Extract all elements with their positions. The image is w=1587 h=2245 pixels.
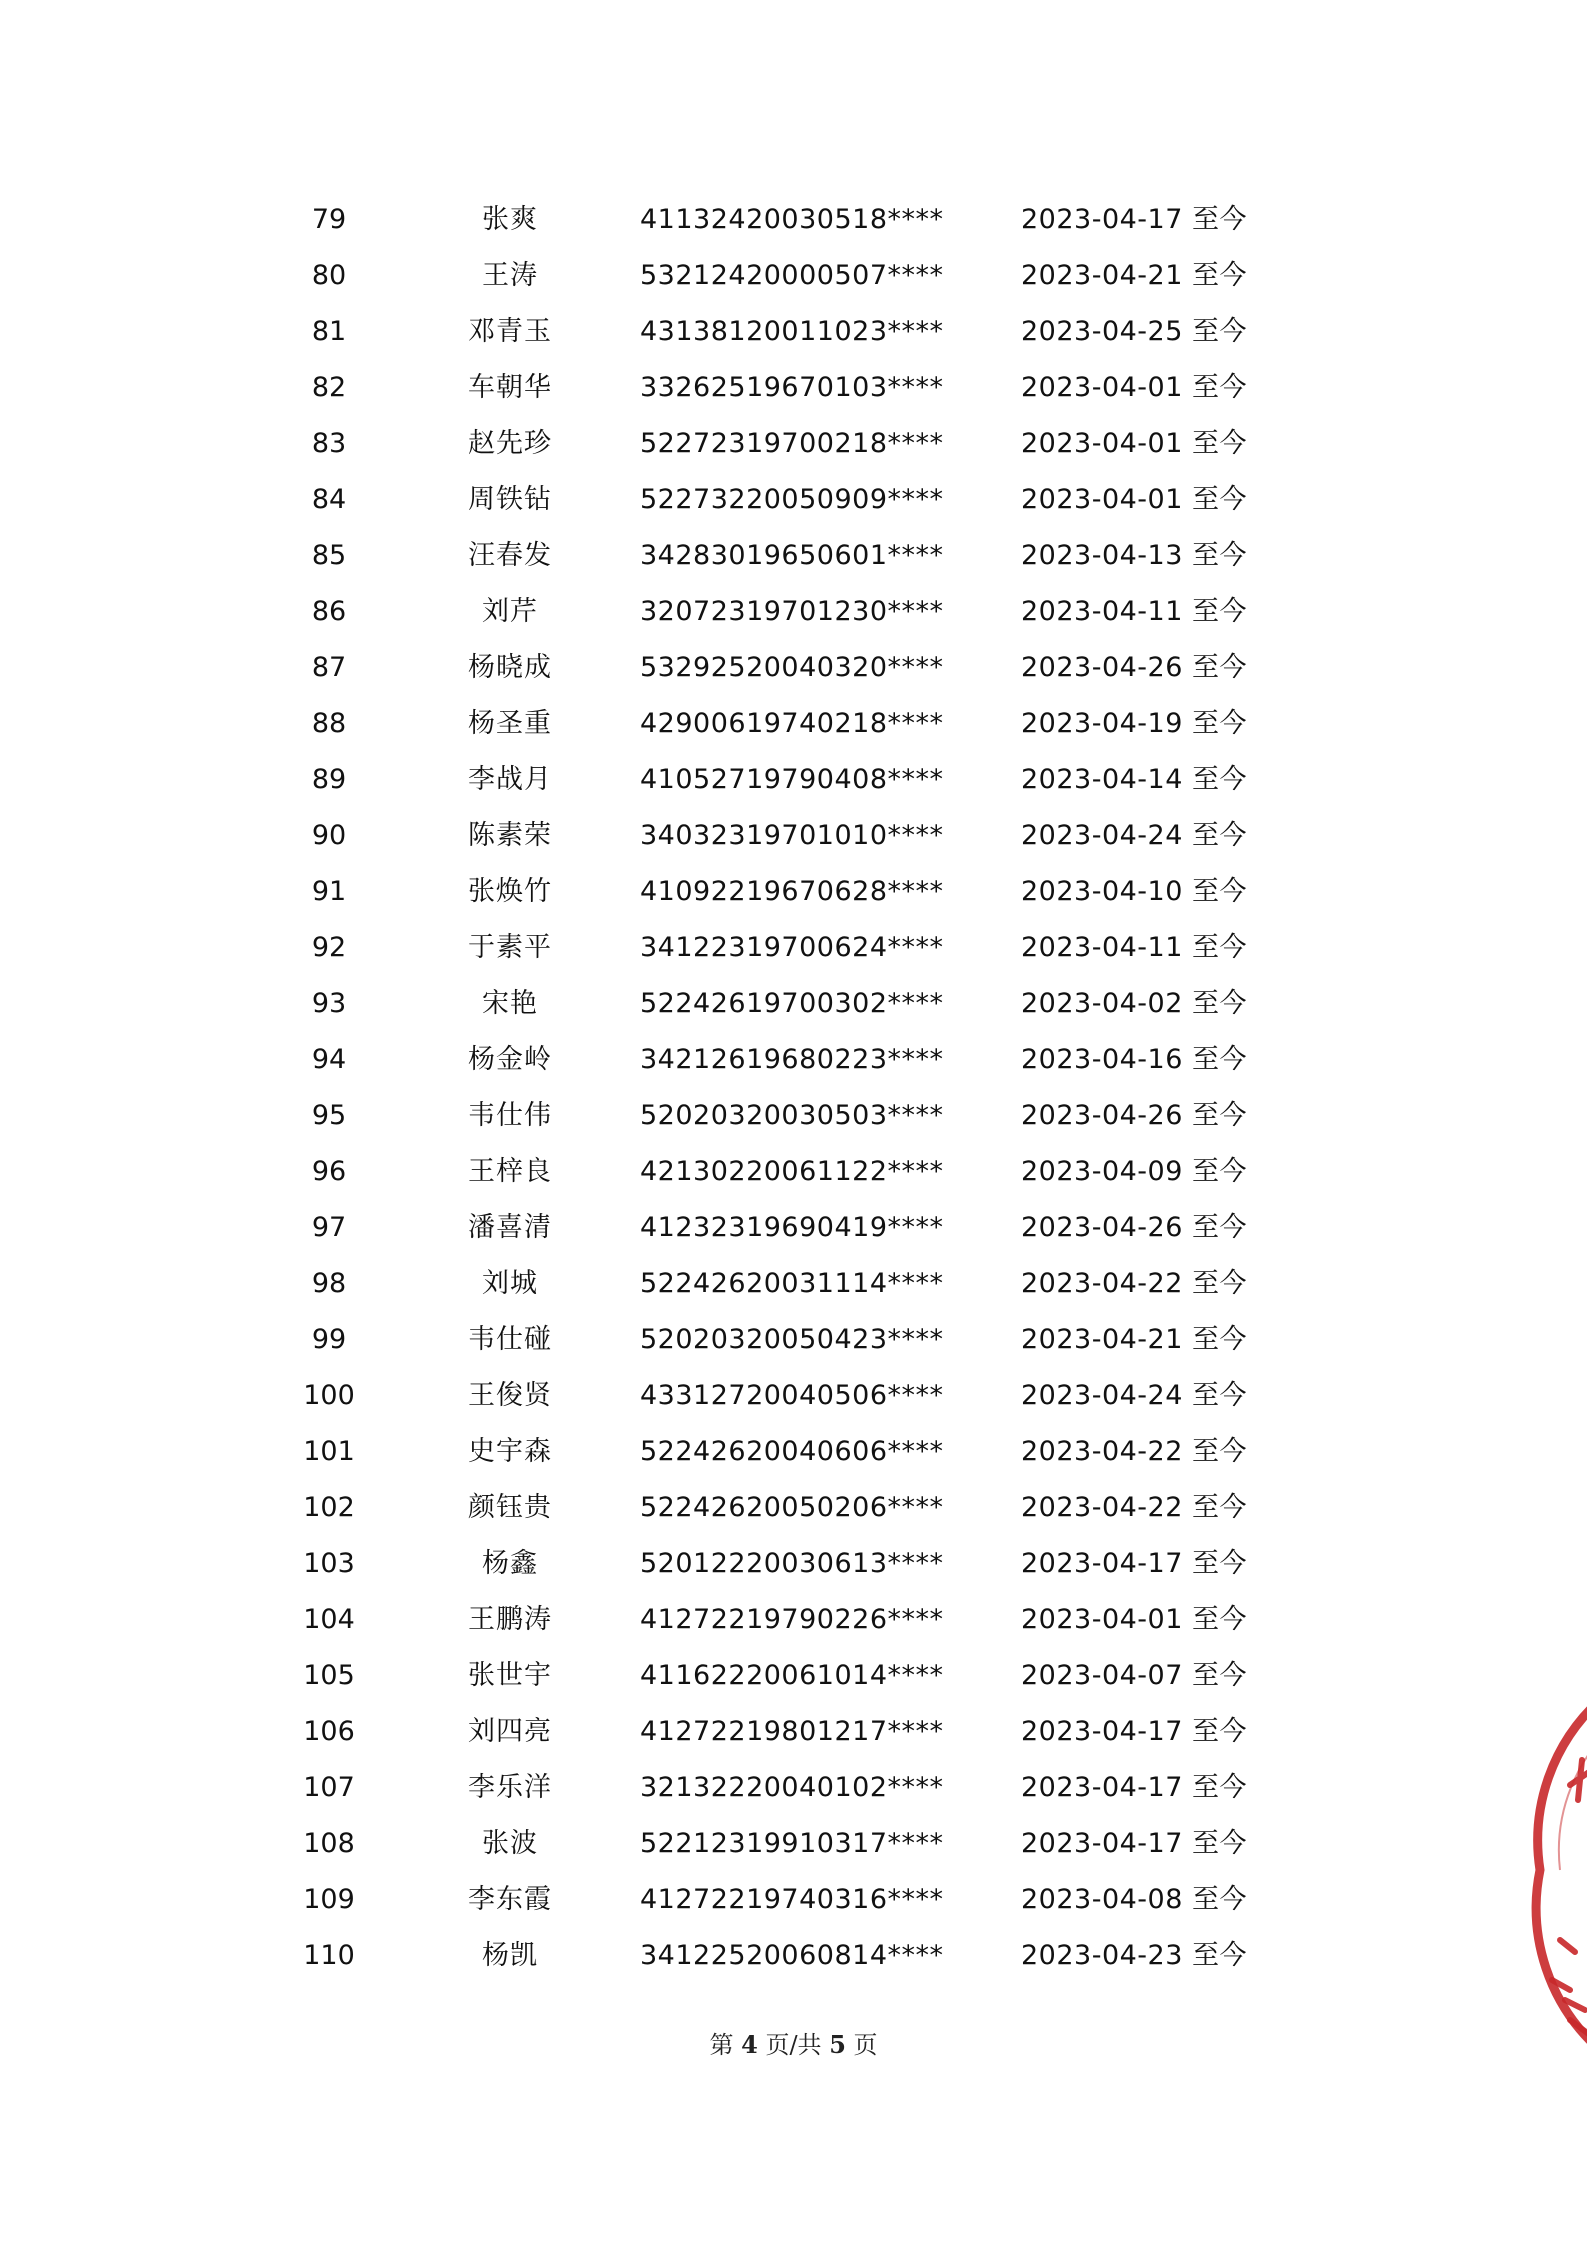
person-name: 李东霞	[468, 1884, 552, 1915]
table-row	[0, 1424, 1587, 1480]
employment-period: 2023-04-24 至今	[1021, 820, 1247, 851]
row-number: 80	[311, 260, 347, 291]
id-number: 34212619680223****	[640, 1044, 944, 1075]
table-row	[0, 1536, 1587, 1592]
table-row	[0, 528, 1587, 584]
person-name: 史宇森	[468, 1436, 552, 1467]
person-name: 杨晓成	[468, 652, 552, 683]
row-number: 81	[311, 316, 347, 347]
table-row	[0, 1816, 1587, 1872]
id-number: 53212420000507****	[640, 260, 944, 291]
id-number: 52212319910317****	[640, 1828, 944, 1859]
employment-period: 2023-04-26 至今	[1021, 1100, 1247, 1131]
row-number: 97	[311, 1212, 347, 1243]
table-row	[0, 1088, 1587, 1144]
person-name: 陈素荣	[468, 820, 552, 851]
table-row	[0, 640, 1587, 696]
table-row	[0, 248, 1587, 304]
person-name: 杨凯	[482, 1940, 538, 1971]
row-number: 84	[311, 484, 347, 515]
id-number: 53292520040320****	[640, 652, 944, 683]
table-row	[0, 472, 1587, 528]
row-number: 89	[311, 764, 347, 795]
id-number: 52242620040606****	[640, 1436, 944, 1467]
row-number: 94	[311, 1044, 347, 1075]
id-number: 52020320050423****	[640, 1324, 944, 1355]
row-number: 82	[311, 372, 347, 403]
employment-period: 2023-04-22 至今	[1021, 1492, 1247, 1523]
person-name: 刘四亮	[468, 1716, 552, 1747]
person-name: 杨圣重	[468, 708, 552, 739]
page-footer	[0, 2025, 1587, 2060]
row-number: 103	[303, 1548, 355, 1579]
table-row	[0, 1480, 1587, 1536]
employment-period: 2023-04-01 至今	[1021, 1604, 1247, 1635]
person-name: 赵先珍	[468, 428, 552, 459]
employment-period: 2023-04-14 至今	[1021, 764, 1247, 795]
current-page-number: 4	[741, 2030, 758, 2059]
row-number: 79	[311, 204, 347, 235]
row-number: 101	[303, 1436, 355, 1467]
row-number: 100	[303, 1380, 355, 1411]
person-name: 车朝华	[468, 372, 552, 403]
employment-period: 2023-04-07 至今	[1021, 1660, 1247, 1691]
id-number: 34122319700624****	[640, 932, 944, 963]
row-number: 96	[311, 1156, 347, 1187]
employment-period: 2023-04-11 至今	[1021, 596, 1247, 627]
row-number: 105	[303, 1660, 355, 1691]
person-name: 张世宇	[468, 1660, 552, 1691]
table-row	[0, 416, 1587, 472]
id-number: 32072319701230****	[640, 596, 944, 627]
footer-middle: 页/共	[765, 2031, 822, 2059]
id-number: 52242619700302****	[640, 988, 944, 1019]
table-row	[0, 1032, 1587, 1088]
row-number: 92	[311, 932, 347, 963]
employee-table	[0, 192, 1587, 1984]
employment-period: 2023-04-17 至今	[1021, 1772, 1247, 1803]
total-page-number: 5	[829, 2030, 846, 2059]
id-number: 43312720040506****	[640, 1380, 944, 1411]
red-seal-stamp	[1530, 1690, 1587, 2070]
row-number: 107	[303, 1772, 355, 1803]
person-name: 潘喜清	[468, 1212, 552, 1243]
table-row	[0, 584, 1587, 640]
employment-period: 2023-04-17 至今	[1021, 1828, 1247, 1859]
person-name: 韦仕伟	[468, 1100, 552, 1131]
row-number: 109	[303, 1884, 355, 1915]
table-row	[0, 304, 1587, 360]
table-row	[0, 976, 1587, 1032]
id-number: 41272219801217****	[640, 1716, 944, 1747]
employment-period: 2023-04-17 至今	[1021, 1548, 1247, 1579]
id-number: 41272219740316****	[640, 1884, 944, 1915]
person-name: 李乐洋	[468, 1772, 552, 1803]
employment-period: 2023-04-11 至今	[1021, 932, 1247, 963]
id-number: 34283019650601****	[640, 540, 944, 571]
table-row	[0, 1256, 1587, 1312]
person-name: 韦仕碰	[468, 1324, 552, 1355]
employment-period: 2023-04-17 至今	[1021, 1716, 1247, 1747]
table-row	[0, 1872, 1587, 1928]
id-number: 41132420030518****	[640, 204, 944, 235]
employment-period: 2023-04-17 至今	[1021, 204, 1247, 235]
person-name: 王俊贤	[468, 1380, 552, 1411]
employment-period: 2023-04-24 至今	[1021, 1380, 1247, 1411]
row-number: 104	[303, 1604, 355, 1635]
id-number: 43138120011023****	[640, 316, 944, 347]
table-row	[0, 1312, 1587, 1368]
employment-period: 2023-04-21 至今	[1021, 1324, 1247, 1355]
id-number: 41232319690419****	[640, 1212, 944, 1243]
employment-period: 2023-04-25 至今	[1021, 316, 1247, 347]
person-name: 张爽	[482, 204, 538, 235]
person-name: 张波	[482, 1828, 538, 1859]
row-number: 110	[303, 1940, 355, 1971]
id-number: 32132220040102****	[640, 1772, 944, 1803]
table-row	[0, 1368, 1587, 1424]
person-name: 邓青玉	[468, 316, 552, 347]
table-row	[0, 808, 1587, 864]
row-number: 93	[311, 988, 347, 1019]
id-number: 52273220050909****	[640, 484, 944, 515]
table-row	[0, 192, 1587, 248]
id-number: 34032319701010****	[640, 820, 944, 851]
row-number: 99	[311, 1324, 347, 1355]
id-number: 42130220061122****	[640, 1156, 944, 1187]
employment-period: 2023-04-02 至今	[1021, 988, 1247, 1019]
row-number: 88	[311, 708, 347, 739]
row-number: 86	[311, 596, 347, 627]
row-number: 102	[303, 1492, 355, 1523]
person-name: 王鹏涛	[468, 1604, 552, 1635]
row-number: 91	[311, 876, 347, 907]
table-row	[0, 920, 1587, 976]
id-number: 33262519670103****	[640, 372, 944, 403]
id-number: 52272319700218****	[640, 428, 944, 459]
employment-period: 2023-04-21 至今	[1021, 260, 1247, 291]
table-row	[0, 752, 1587, 808]
person-name: 于素平	[468, 932, 552, 963]
table-row	[0, 1760, 1587, 1816]
id-number: 52012220030613****	[640, 1548, 944, 1579]
row-number: 87	[311, 652, 347, 683]
employment-period: 2023-04-01 至今	[1021, 428, 1247, 459]
employment-period: 2023-04-01 至今	[1021, 484, 1247, 515]
id-number: 41092219670628****	[640, 876, 944, 907]
id-number: 41052719790408****	[640, 764, 944, 795]
id-number: 52020320030503****	[640, 1100, 944, 1131]
row-number: 90	[311, 820, 347, 851]
employment-period: 2023-04-13 至今	[1021, 540, 1247, 571]
table-row	[0, 864, 1587, 920]
person-name: 宋艳	[482, 988, 538, 1019]
person-name: 杨金岭	[468, 1044, 552, 1075]
employment-period: 2023-04-01 至今	[1021, 372, 1247, 403]
employment-period: 2023-04-19 至今	[1021, 708, 1247, 739]
person-name: 汪春发	[468, 540, 552, 571]
footer-suffix: 页	[853, 2031, 878, 2059]
employment-period: 2023-04-16 至今	[1021, 1044, 1247, 1075]
person-name: 颜钰贵	[468, 1492, 552, 1523]
employment-period: 2023-04-26 至今	[1021, 652, 1247, 683]
person-name: 王涛	[482, 260, 538, 291]
person-name: 李战月	[468, 764, 552, 795]
table-row	[0, 1928, 1587, 1984]
employment-period: 2023-04-10 至今	[1021, 876, 1247, 907]
employment-period: 2023-04-09 至今	[1021, 1156, 1247, 1187]
row-number: 108	[303, 1828, 355, 1859]
table-row	[0, 1704, 1587, 1760]
employment-period: 2023-04-08 至今	[1021, 1884, 1247, 1915]
employment-period: 2023-04-22 至今	[1021, 1436, 1247, 1467]
table-row	[0, 360, 1587, 416]
table-row	[0, 1144, 1587, 1200]
id-number: 52242620050206****	[640, 1492, 944, 1523]
table-row	[0, 1200, 1587, 1256]
row-number: 85	[311, 540, 347, 571]
id-number: 41162220061014****	[640, 1660, 944, 1691]
person-name: 刘城	[482, 1268, 538, 1299]
table-row	[0, 1648, 1587, 1704]
person-name: 刘芹	[482, 596, 538, 627]
id-number: 34122520060814****	[640, 1940, 944, 1971]
person-name: 王梓良	[468, 1156, 552, 1187]
id-number: 52242620031114****	[640, 1268, 944, 1299]
row-number: 98	[311, 1268, 347, 1299]
id-number: 42900619740218****	[640, 708, 944, 739]
employment-period: 2023-04-22 至今	[1021, 1268, 1247, 1299]
table-row	[0, 696, 1587, 752]
person-name: 杨鑫	[482, 1548, 538, 1579]
row-number: 106	[303, 1716, 355, 1747]
table-row	[0, 1592, 1587, 1648]
employment-period: 2023-04-23 至今	[1021, 1940, 1247, 1971]
id-number: 41272219790226****	[640, 1604, 944, 1635]
row-number: 95	[311, 1100, 347, 1131]
footer-prefix: 第	[709, 2031, 734, 2059]
row-number: 83	[311, 428, 347, 459]
person-name: 周铁钻	[468, 484, 552, 515]
employment-period: 2023-04-26 至今	[1021, 1212, 1247, 1243]
person-name: 张焕竹	[468, 876, 552, 907]
